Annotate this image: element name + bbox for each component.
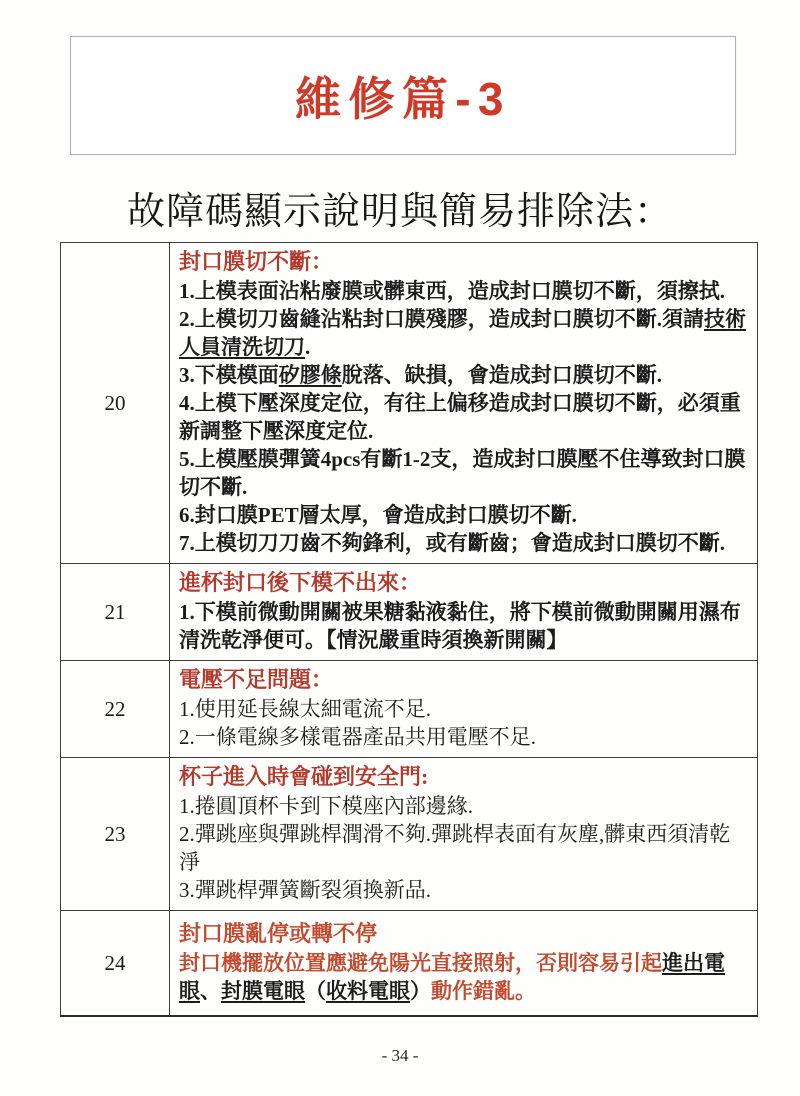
fault-text-segment: 進出電眼 [179,950,725,1003]
fault-line [179,949,751,1005]
fault-text-segment: 技術人員清洗切刀 [179,307,746,359]
fault-title: 進杯封口後下模不出來： [179,570,422,595]
fault-title: 電壓不足問題： [179,667,334,692]
fault-line [179,445,751,501]
fault-text-segment: 2.彈跳座與彈跳桿潤滑不夠.彈跳桿表面有灰塵,髒東西須清乾淨 [179,822,731,874]
fault-code-cell: 20 [61,243,170,564]
fault-row [61,758,758,911]
fault-line [179,695,751,723]
fault-text-segment: 4.上模下壓深度定位，有往上偏移造成封口膜切不斷，必須重新調整下壓深度定位. [179,391,741,443]
fault-text-segment: 3.彈跳桿彈簧斷裂須換新品. [179,878,431,902]
page-title: 維修篇-3 [295,72,511,125]
title-box [70,36,736,155]
fault-line [179,529,751,557]
fault-text-segment: 1.上模表面沾粘廢膜或髒東西，造成封口膜切不斷，須擦拭. [179,279,725,303]
fault-text-segment: 5.上模壓膜彈簧4pcs有斷1-2支，造成封口膜壓不住導致封口膜切不斷. [179,447,746,499]
fault-line [179,361,751,389]
section-heading: 故障碼顯示說明與簡易排除法： [126,191,673,233]
fault-table-body [61,243,758,1016]
fault-description-cell [170,758,758,911]
fault-text-segment: 封膜電眼 [221,978,305,1003]
fault-code-cell: 22 [61,661,170,758]
fault-text-segment: 矽膠條 [278,363,342,387]
fault-text-segment: 1.捲圓頂杯卡到下模座內部邊緣. [179,794,473,818]
fault-code-table [60,242,758,1017]
fault-row [61,243,758,564]
fault-text-segment: 6.封口膜PET層太厚，會造成封口膜切不斷. [179,503,577,527]
fault-description-cell [170,564,758,661]
fault-description-cell [170,911,758,1016]
fault-description-cell [170,243,758,564]
fault-text-segment: 2.上模切刀齒縫沾粘封口膜殘膠，造成封口膜切不斷.須請 [179,307,704,331]
fault-row [61,564,758,661]
fault-line [179,389,751,445]
fault-line [179,792,751,820]
fault-text-segment: . [305,335,311,359]
fault-line [179,820,751,876]
fault-code-cell: 23 [61,758,170,911]
fault-title: 封口膜切不斷： [179,249,334,274]
fault-code-cell: 24 [61,911,170,1016]
fault-text-segment: ） [410,978,431,1003]
fault-text-segment: 2.一條電線多樣電器產品共用電壓不足. [179,725,536,749]
fault-text-segment: 動作錯亂。 [431,978,536,1003]
fault-row [61,661,758,758]
fault-text-segment: 脫落、缺損，會造成封口膜切不斷. [341,363,662,387]
fault-text-segment: 1.使用延長線太細電流不足. [179,697,431,721]
fault-text-segment: 封口機擺放位置應避免陽光直接照射，否則容易引起 [179,950,662,975]
fault-line [179,277,751,305]
fault-description-cell [170,661,758,758]
fault-title: 封口膜亂停或轉不停 [179,920,378,946]
fault-line [179,305,751,361]
fault-row [61,911,758,1016]
page-number: - 34 - [381,1046,419,1065]
fault-text-segment: 、 [200,978,221,1003]
fault-line [179,501,751,529]
fault-code-cell: 21 [61,564,170,661]
fault-line [179,598,751,654]
fault-line [179,723,751,751]
fault-line [179,876,751,904]
fault-text-segment: （ [305,978,326,1003]
fault-text-segment: 7.上模切刀刀齒不夠鋒利，或有斷齒；會造成封口膜切不斷. [179,531,725,555]
fault-title: 杯子進入時會碰到安全門: [179,764,429,789]
fault-text-segment: 收料電眼 [326,978,410,1003]
fault-text-segment: 3.下模模面 [179,363,279,387]
fault-text-segment: 1.下模前微動開關被果糖黏液黏住，將下模前微動開關用濕布清洗乾淨便可。【情況嚴重時須換新開關】 [179,600,741,652]
